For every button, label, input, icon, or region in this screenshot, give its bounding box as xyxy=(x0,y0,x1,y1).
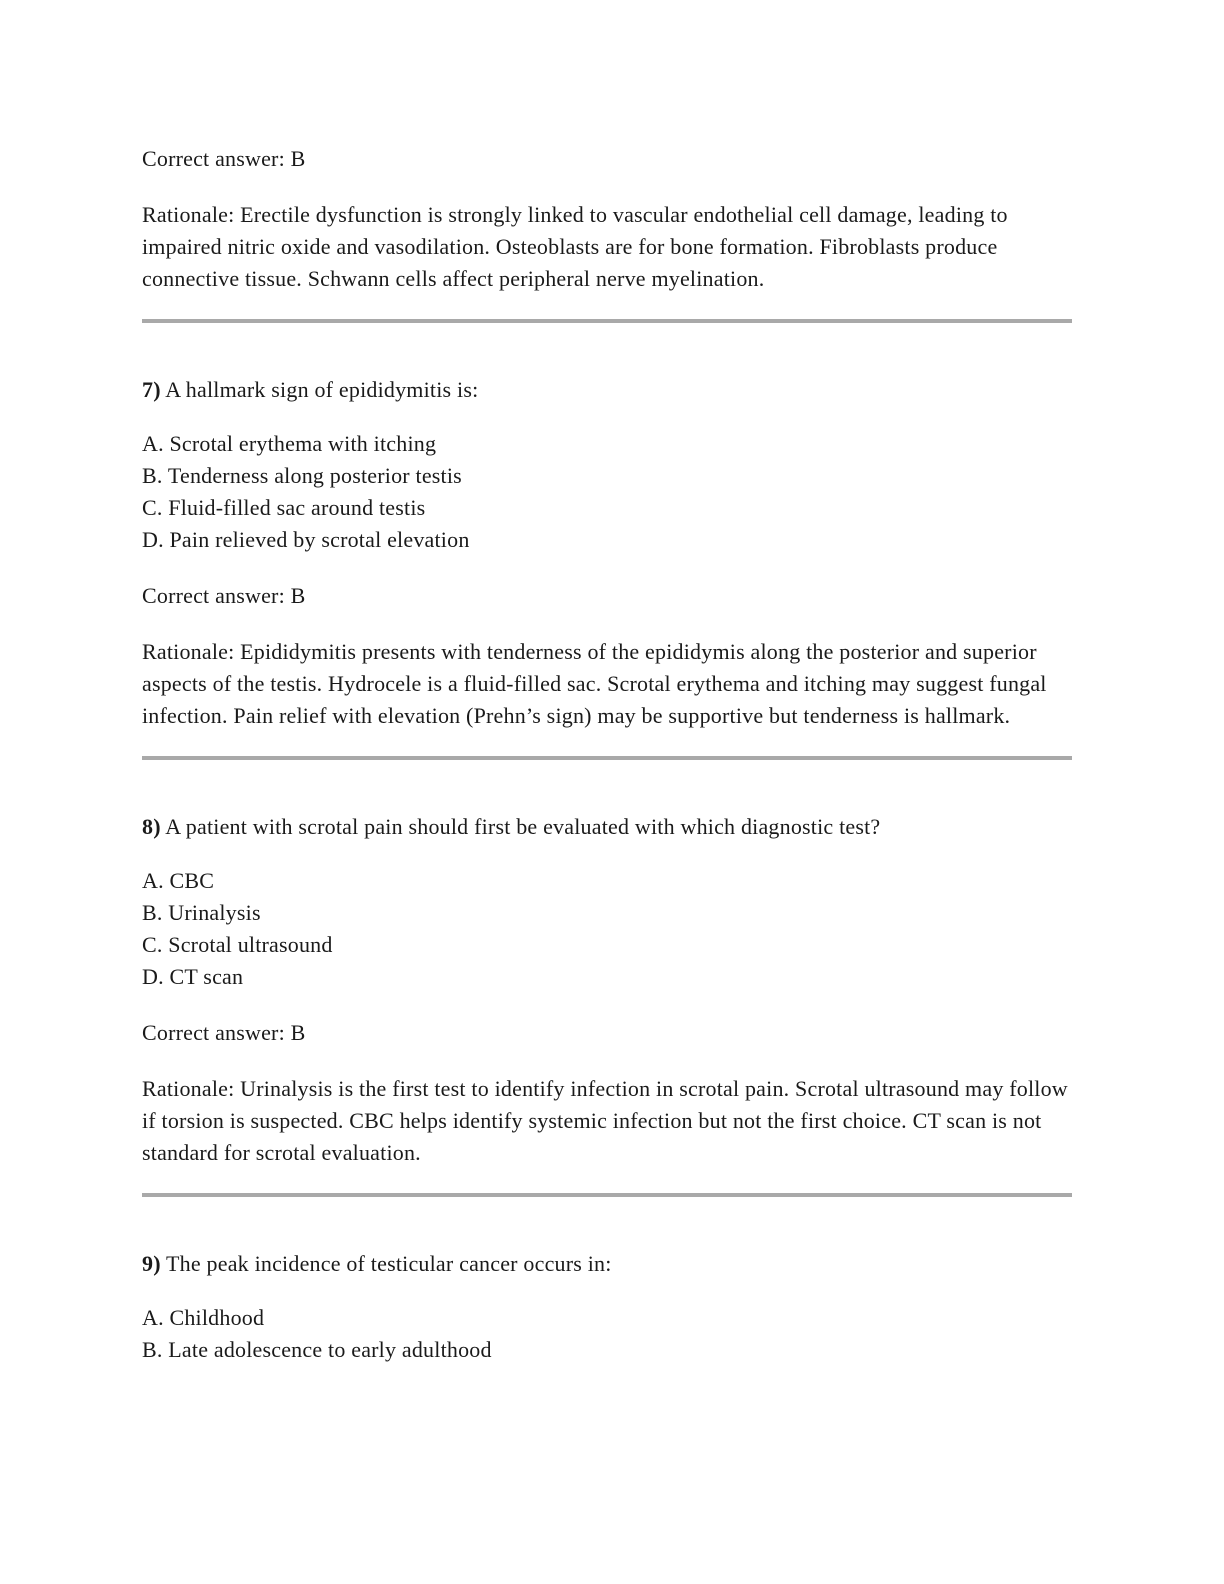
question-9-options xyxy=(142,1302,1072,1366)
section-divider xyxy=(142,319,1072,323)
question-8-option-d: D. CT scan xyxy=(142,964,244,989)
question-7 xyxy=(142,373,1072,406)
question-9-option-a: A. Childhood xyxy=(142,1305,265,1330)
question-8-number: 8) xyxy=(142,814,161,839)
question-8 xyxy=(142,810,1072,843)
question-8-rationale: Rationale: Urinalysis is the first test to identify infection in scrotal pain. Scrotal ultrasound may follow if torsion is suspected. CBC helps identify systemic infection but not the first choice. CT scan is not standard for scrotal evaluation. xyxy=(142,1076,1068,1165)
question-9-option-b: B. Late adolescence to early adulthood xyxy=(142,1337,492,1362)
question-7-option-b: B. Tenderness along posterior testis xyxy=(142,463,462,488)
section-divider xyxy=(142,1193,1072,1197)
correct-answer-intro: Correct answer: B xyxy=(142,146,306,171)
question-8-option-b: B. Urinalysis xyxy=(142,900,261,925)
question-8-correct-answer: Correct answer: B xyxy=(142,1020,306,1045)
question-8-prompt: A patient with scrotal pain should first be evaluated with which diagnostic test? xyxy=(165,814,881,839)
question-9-number: 9) xyxy=(142,1251,161,1276)
question-7-option-a: A. Scrotal erythema with itching xyxy=(142,431,437,456)
question-7-prompt: A hallmark sign of epididymitis is: xyxy=(165,377,479,402)
question-8-options xyxy=(142,865,1072,993)
rationale-intro: Rationale: Erectile dysfunction is strongly linked to vascular endothelial cell damage, leading to impaired nitric oxide and vasodilation. Osteoblasts are for bone formation. Fibroblasts produce connective tissue. Schwann cells affect peripheral nerve myelination. xyxy=(142,202,1008,291)
question-7-option-d: D. Pain relieved by scrotal elevation xyxy=(142,527,470,552)
question-7-number: 7) xyxy=(142,377,161,402)
question-8-option-a: A. CBC xyxy=(142,868,215,893)
question-7-rationale: Rationale: Epididymitis presents with tenderness of the epididymis along the posterior and superior aspects of the testis. Hydrocele is a fluid-filled sac. Scrotal erythema and itching may suggest fungal infection. Pain relief with elevation (Prehn’s sign) may be supportive but tenderness is hallmark. xyxy=(142,639,1047,728)
question-8-option-c: C. Scrotal ultrasound xyxy=(142,932,333,957)
question-7-correct-answer: Correct answer: B xyxy=(142,583,306,608)
question-7-option-c: C. Fluid-filled sac around testis xyxy=(142,495,426,520)
question-7-options xyxy=(142,428,1072,556)
section-divider xyxy=(142,756,1072,760)
question-9-prompt: The peak incidence of testicular cancer occurs in: xyxy=(166,1251,612,1276)
question-9 xyxy=(142,1247,1072,1280)
